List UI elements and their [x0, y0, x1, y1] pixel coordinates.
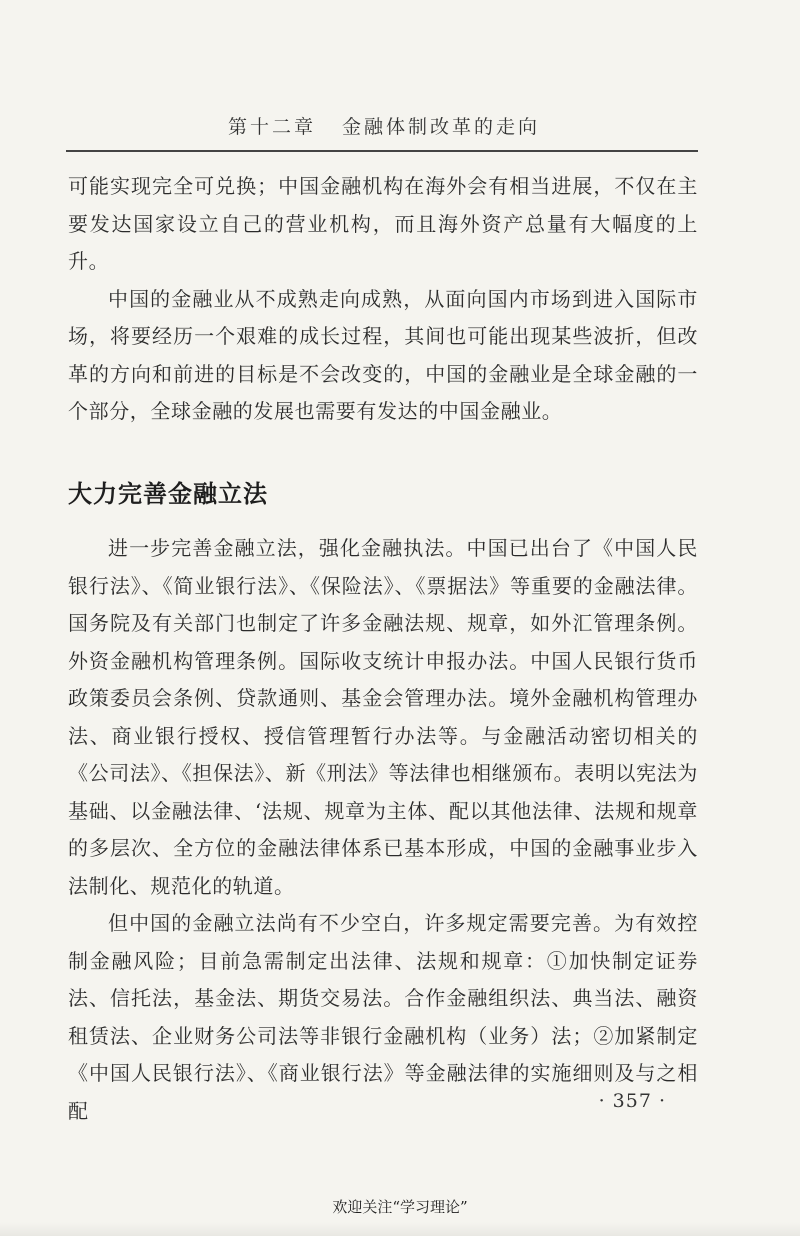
footer-note: 欢迎关注“学习理论” [332, 1198, 468, 1216]
running-header [70, 112, 698, 139]
header-rule [66, 150, 698, 152]
paragraph: 进一步完善金融立法，强化金融执法。中国已出台了《中国人民银行法》、《简业银行法》、《保险法》、《票据法》等重要的金融法律。国务院及有关部门也制定了许多金融法规、规章，如外汇管理条例。外资金融机构管理条例。国际收支统计申报办法。中国人民银行货币政策委员会条例、贷款通则、基金会管理办法。境外金融机构管理办法、商业银行授权、授信管理暂行办法等。与金融活动密切相关的《公司法》、《担保法》、新《刑法》等法律也相继颁布。表明以宪法为基础、以金融法律、‘法规、规章为主体、配以其他法律、法规和规章的多层次、全方位的金融法律体系已基本形成，中国的金融事业步入法制化、规范化的轨道。 [68, 536, 698, 898]
section-heading: 大力完善金融立法 [68, 480, 268, 508]
paragraph: 但中国的金融立法尚有不少空白，许多规定需要完善。为有效控制金融风险；目前急需制定出法律、法规和规章：①加快制定证券法、信托法，基金法、期货交易法。合作金融组织法、典当法、融资租赁法、企业财务公司法等非银行金融机构（业务）法；②加紧制定《中国人民银行法》、《商业银行法》等金融法律的实施细则及与之相配 [68, 911, 698, 1123]
page-edge-shadow [0, 1222, 800, 1236]
text-block-bottom [68, 530, 698, 1130]
chapter-title: 金融体制改革的走向 [342, 116, 541, 138]
page-number: · 357 · [598, 1090, 666, 1112]
paragraph-continued: 可能实现完全可兑换；中国金融机构在海外会有相当进展，不仅在主要发达国家设立自己的营业机构，而且海外资产总量有大幅度的上升。 [68, 174, 698, 273]
chapter-number: 第十二章 [227, 116, 316, 138]
paragraph: 中国的金融业从不成熟走向成熟，从面向国内市场到进入国际市场，将要经历一个艰难的成长过程，其间也可能出现某些波折，但改革的方向和前进的目标是不会改变的，中国的金融业是全球金融的一个部分，全球金融的发展也需要有发达的中国金融业。 [68, 286, 698, 423]
text-block-top [68, 168, 698, 431]
